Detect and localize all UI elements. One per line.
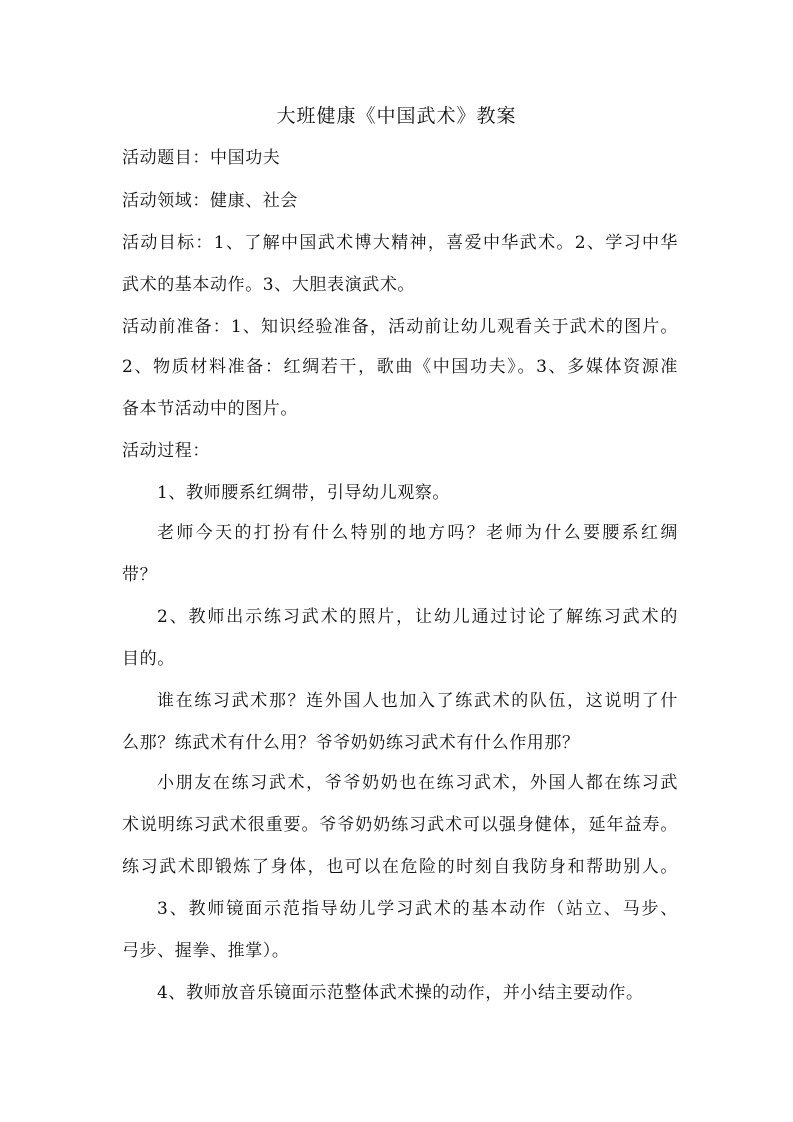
document-title: 大班健康《中国武术》教案 [276, 105, 517, 127]
paragraph-line: 2、教师出示练习武术的照片，让幼儿通过讨论了解练习武术的 [157, 607, 678, 627]
paragraph-line: 么那？练武术有什么用？爷爷奶奶练习武术有什么作用那？ [122, 733, 580, 753]
paragraph-line: 术说明练习武术很重要。爷爷奶奶练习武术可以强身健体，延年益寿。 [122, 815, 678, 835]
paragraph-line: 武术的基本动作。3、大胆表演武术。 [122, 275, 416, 295]
paragraph-line: 带？ [122, 565, 158, 585]
paragraph-line: 谁在练习武术那？连外国人也加入了练武术的队伍，这说明了什 [157, 691, 678, 711]
paragraph-line: 1、教师腰系红绸带，引导幼儿观察。 [157, 483, 451, 503]
paragraph-line: 目的。 [122, 649, 175, 669]
paragraph-line: 活动前准备：1、知识经验准备，活动前让幼儿观看关于武术的图片。 [122, 317, 678, 337]
paragraph-line: 小朋友在练习武术，爷爷奶奶也在练习武术，外国人都在练习武 [157, 773, 678, 793]
paragraph-line: 老师今天的打扮有什么特别的地方吗？老师为什么要腰系红绸 [157, 523, 678, 543]
paragraph-line: 活动过程： [122, 441, 210, 461]
paragraph-line: 弓步、握拳、推掌）。 [122, 941, 290, 961]
paragraph-line: 备本节活动中的图片。 [122, 399, 298, 419]
paragraph-line: 活动目标：1、了解中国武术博大精神，喜爱中华武术。2、学习中华 [122, 233, 678, 253]
paragraph-line: 活动领域：健康、社会 [122, 191, 298, 211]
paragraph-line: 练习武术即锻炼了身体，也可以在危险的时刻自我防身和帮助别人。 [122, 857, 678, 877]
paragraph-line: 2、物质材料准备：红绸若干，歌曲《中国功夫》。3、多媒体资源准 [122, 357, 678, 377]
paragraph-line: 4、教师放音乐镜面示范整体武术操的动作，并小结主要动作。 [157, 983, 644, 1003]
paragraph-line: 3、教师镜面示范指导幼儿学习武术的基本动作（站立、马步、 [157, 899, 678, 919]
paragraph-line: 活动题目：中国功夫 [122, 148, 281, 168]
